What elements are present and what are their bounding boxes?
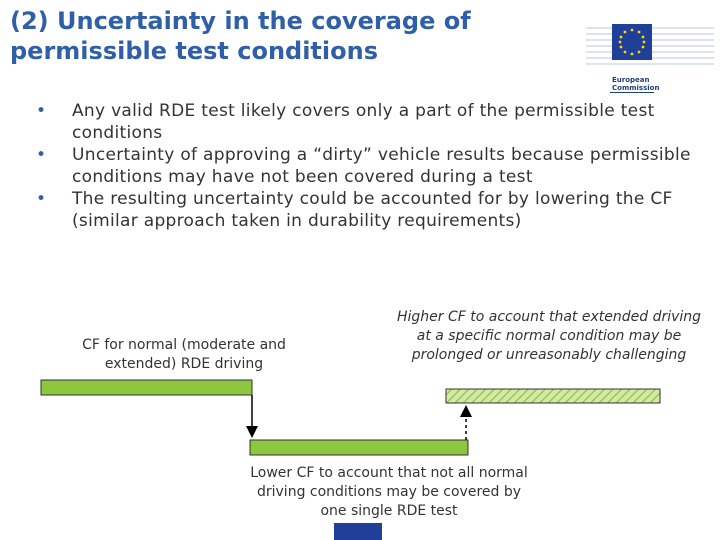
- bullet-dot-icon: •: [36, 189, 47, 209]
- label-normal-cf: CF for normal (moderate and extended) RDE driving: [82, 337, 286, 372]
- footer-tab: [334, 523, 382, 540]
- normal-cf-bar: [41, 380, 252, 395]
- lower-cf-bar: [250, 440, 468, 455]
- logo-text-line1: European: [612, 76, 650, 84]
- bullet-dot-icon: •: [36, 145, 47, 165]
- higher-cf-bar: [446, 389, 660, 403]
- bullet-text: The resulting uncertainty could be accounted for by lowering the CF (similar approach taken in durability requirements): [72, 189, 673, 231]
- label-lower-cf: Lower CF to account that not all normal driving conditions may be covered by one single RDE test: [250, 465, 528, 519]
- logo-text-line2: Commission: [612, 84, 660, 92]
- slide-title: (2) Uncertainty in the coverage of permissible test conditions: [10, 7, 471, 65]
- bullet-text: Uncertainty of approving a “dirty” vehicle results because permissible conditions may have not been covered during a test: [72, 145, 691, 187]
- label-higher-cf: Higher CF to account that extended driving at a specific normal condition may be prolonged or unreasonably challenging: [396, 309, 702, 363]
- bullet-dot-icon: •: [36, 101, 47, 121]
- bullet-text: Any valid RDE test likely covers only a part of the permissible test conditions: [72, 101, 655, 143]
